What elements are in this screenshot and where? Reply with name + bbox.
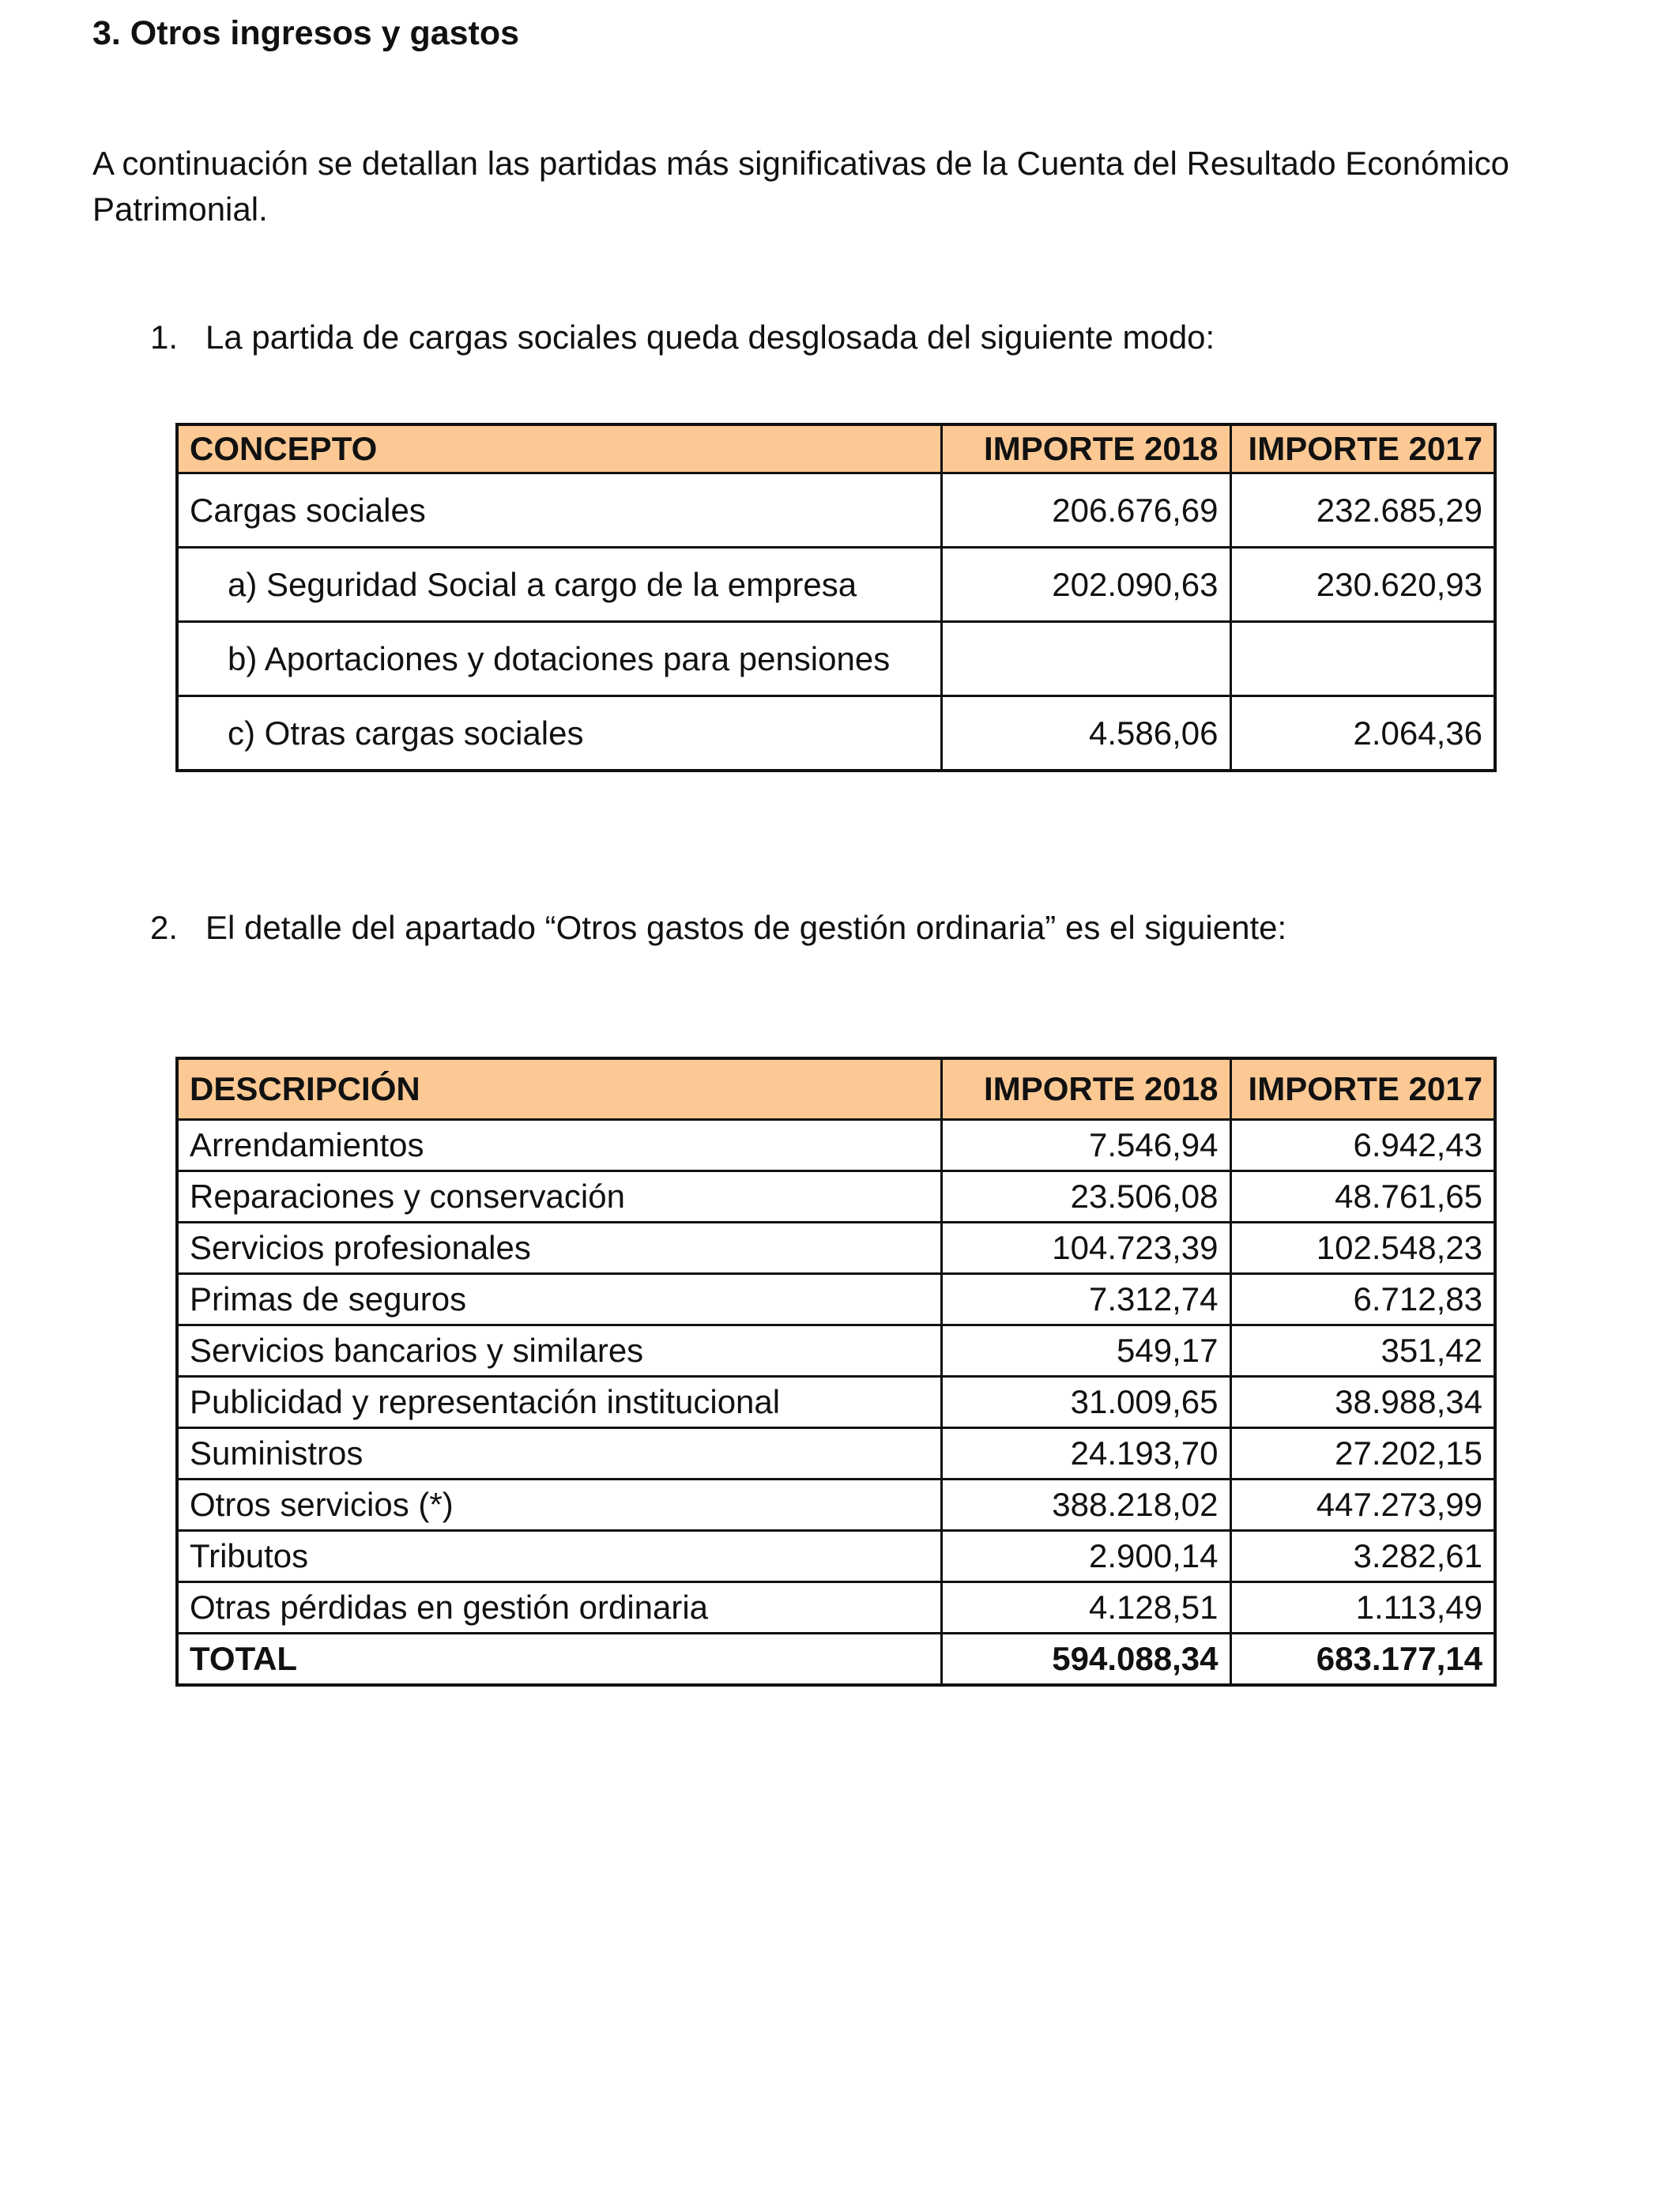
row-value-2018: 206.676,69 bbox=[941, 473, 1230, 548]
list-item-number: 1. bbox=[150, 319, 179, 356]
table-row bbox=[177, 1428, 1495, 1480]
row-value-2017: 232.685,29 bbox=[1230, 473, 1495, 548]
row-description: Otros servicios (*) bbox=[177, 1480, 941, 1531]
row-value-2017: 2.064,36 bbox=[1230, 696, 1495, 771]
row-value-2017: 351,42 bbox=[1230, 1325, 1495, 1377]
header-importe-2018: IMPORTE 2018 bbox=[941, 1058, 1230, 1120]
total-value-2018: 594.088,34 bbox=[941, 1634, 1230, 1686]
row-concept: a) Seguridad Social a cargo de la empresa bbox=[177, 548, 941, 622]
row-concept: c) Otras cargas sociales bbox=[177, 696, 941, 771]
header-concepto: CONCEPTO bbox=[177, 424, 941, 473]
row-value-2017: 1.113,49 bbox=[1230, 1582, 1495, 1634]
header-importe-2017: IMPORTE 2017 bbox=[1230, 424, 1495, 473]
row-value-2017: 230.620,93 bbox=[1230, 548, 1495, 622]
table-row bbox=[177, 1223, 1495, 1274]
table-total-row bbox=[177, 1634, 1495, 1686]
total-label: TOTAL bbox=[177, 1634, 941, 1686]
row-value-2017: 48.761,65 bbox=[1230, 1171, 1495, 1223]
table-row bbox=[177, 1120, 1495, 1171]
row-value-2018: 2.900,14 bbox=[941, 1531, 1230, 1582]
list-item-number: 2. bbox=[150, 909, 179, 946]
row-description: Tributos bbox=[177, 1531, 941, 1582]
list-item-text: El detalle del apartado “Otros gastos de gestión ordinaria” es el siguiente: bbox=[205, 909, 1287, 946]
table-row bbox=[177, 1531, 1495, 1582]
row-description: Reparaciones y conservación bbox=[177, 1171, 941, 1223]
otros-gastos-table bbox=[175, 1057, 1497, 1687]
table-row bbox=[177, 473, 1495, 548]
table-row bbox=[177, 1582, 1495, 1634]
row-value-2018: 24.193,70 bbox=[941, 1428, 1230, 1480]
row-description: Servicios bancarios y similares bbox=[177, 1325, 941, 1377]
row-value-2018: 4.128,51 bbox=[941, 1582, 1230, 1634]
intro-paragraph: A continuación se detallan las partidas más significativas de la Cuenta del Resultado Económico Patrimonial. bbox=[92, 145, 1510, 228]
row-description: Arrendamientos bbox=[177, 1120, 941, 1171]
total-value-2017: 683.177,14 bbox=[1230, 1634, 1495, 1686]
table-row bbox=[177, 1480, 1495, 1531]
row-description: Publicidad y representación institucional bbox=[177, 1377, 941, 1428]
row-value-2018: 549,17 bbox=[941, 1325, 1230, 1377]
row-value-2018 bbox=[941, 622, 1230, 696]
row-value-2017: 27.202,15 bbox=[1230, 1428, 1495, 1480]
row-value-2018: 104.723,39 bbox=[941, 1223, 1230, 1274]
header-importe-2017: IMPORTE 2017 bbox=[1230, 1058, 1495, 1120]
row-value-2018: 7.312,74 bbox=[941, 1274, 1230, 1325]
table-row bbox=[177, 1171, 1495, 1223]
list-item-text: La partida de cargas sociales queda desglosada del siguiente modo: bbox=[205, 319, 1215, 356]
row-value-2017: 6.942,43 bbox=[1230, 1120, 1495, 1171]
row-description: Otras pérdidas en gestión ordinaria bbox=[177, 1582, 941, 1634]
table-row bbox=[177, 1274, 1495, 1325]
row-value-2018: 4.586,06 bbox=[941, 696, 1230, 771]
row-value-2017: 6.712,83 bbox=[1230, 1274, 1495, 1325]
header-importe-2018: IMPORTE 2018 bbox=[941, 424, 1230, 473]
row-concept: b) Aportaciones y dotaciones para pensiones bbox=[177, 622, 941, 696]
row-value-2018: 202.090,63 bbox=[941, 548, 1230, 622]
list-item-2 bbox=[150, 906, 1286, 950]
row-value-2018: 7.546,94 bbox=[941, 1120, 1230, 1171]
table-header-row bbox=[177, 424, 1495, 473]
row-value-2018: 23.506,08 bbox=[941, 1171, 1230, 1223]
row-description: Primas de seguros bbox=[177, 1274, 941, 1325]
table-row bbox=[177, 622, 1495, 696]
table-row bbox=[177, 696, 1495, 771]
table-row bbox=[177, 1377, 1495, 1428]
table-header-row bbox=[177, 1058, 1495, 1120]
row-value-2017: 38.988,34 bbox=[1230, 1377, 1495, 1428]
row-value-2017: 447.273,99 bbox=[1230, 1480, 1495, 1531]
row-description: Suministros bbox=[177, 1428, 941, 1480]
header-descripcion: DESCRIPCIÓN bbox=[177, 1058, 941, 1120]
table-row bbox=[177, 1325, 1495, 1377]
row-value-2017: 3.282,61 bbox=[1230, 1531, 1495, 1582]
section-title: 3. Otros ingresos y gastos bbox=[92, 14, 520, 52]
table-row bbox=[177, 548, 1495, 622]
row-value-2017: 102.548,23 bbox=[1230, 1223, 1495, 1274]
row-value-2017 bbox=[1230, 622, 1495, 696]
cargas-sociales-table bbox=[175, 423, 1497, 772]
row-value-2018: 388.218,02 bbox=[941, 1480, 1230, 1531]
row-value-2018: 31.009,65 bbox=[941, 1377, 1230, 1428]
row-description: Servicios profesionales bbox=[177, 1223, 941, 1274]
row-concept: Cargas sociales bbox=[177, 473, 941, 548]
list-item-1 bbox=[150, 315, 1215, 360]
